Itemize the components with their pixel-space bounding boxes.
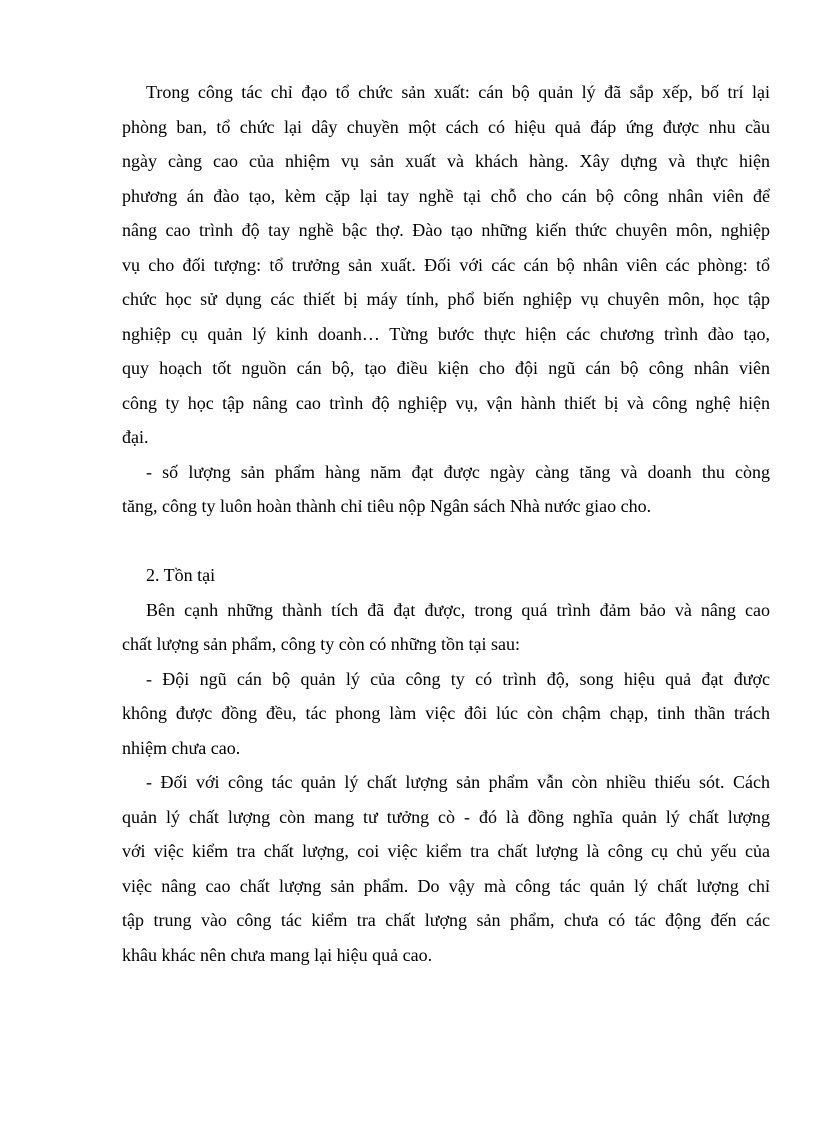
text-line: quản lý chất lượng còn mang tư tưởng cò - đó là đồng nghĩa quản lý chất lượng [122,806,770,827]
paragraph-gap [146,524,770,559]
text-line: ngày càng cao của nhiệm vụ sản xuất và khách hàng. Xây dựng và thực hiện [122,151,770,171]
paragraph-production-direction-body [122,110,770,455]
text-line: đại. [122,427,149,447]
text-line: Trong công tác chỉ đạo tổ chức sản xuất: cán bộ quản lý đã sắp xếp, bố trí lại [146,82,770,102]
paragraph-quality-management [122,765,770,972]
text-line: vụ cho đối tượng: tổ trưởng sản xuất. Đối với các cán bộ nhân viên các phòng: tổ [122,254,770,275]
text-line: không được đồng đều, tác phong làm việc đôi lúc còn chậm chạp, tinh thần trách [122,703,770,723]
text-line: tăng, công ty luôn hoàn thành chỉ tiêu nộp Ngân sách Nhà nước giao cho. [122,496,652,516]
text-line: Bên cạnh những thành tích đã đạt được, trong quá trình đảm bảo và nâng cao [146,599,770,620]
text-line: việc nâng cao chất lượng sản phẩm. Do vậy mà công tác quản lý chất lượng chỉ [122,875,770,896]
text-line: - Đội ngũ cán bộ quản lý của công ty có trình độ, song hiệu quả đạt được [146,668,770,689]
text-line: phòng ban, tổ chức lại dây chuyền một cách có hiệu quả đáp ứng được nhu cầu [122,116,770,137]
text-line: quy hoạch tốt nguồn cán bộ, tạo điều kiện cho đội ngũ cán bộ công nhân viên [122,358,770,378]
text-line: - Đối với công tác quản lý chất lượng sản phẩm vẫn còn nhiều thiếu sót. Cách [146,772,770,792]
text-line: chức học sử dụng các thiết bị máy tính, phổ biến nghiệp vụ chuyên môn, học tập [122,289,770,309]
text-line: phương án đào tạo, kèm cặp lại tay nghề tại chỗ cho cán bộ công nhân viên để [122,185,770,206]
text-line: nhiệm chưa cao. [122,737,241,758]
paragraph-management-staff [122,662,770,766]
text-line: nâng cao trình độ tay nghề bậc thợ. Đào tạo những kiến thức chuyên môn, nghiệp [122,220,770,240]
text-line: công ty học tập nâng cao trình độ nghiệp vụ, vận hành thiết bị và công nghệ hiện [122,392,770,413]
text-line: - số lượng sản phẩm hàng năm đạt được ngày càng tăng và doanh thu còng [146,461,770,482]
text-line: khâu khác nên chưa mang lại hiệu quả cao. [122,944,433,965]
paragraph-shortcomings-intro [122,593,770,662]
paragraph-output-growth [122,455,770,524]
text-line: tập trung vào công tác kiểm tra chất lượng sản phẩm, chưa có tác động đến các [122,910,770,930]
paragraph-production-direction [0,75,770,110]
section-heading [146,558,770,593]
text-line: với việc kiểm tra chất lượng, coi việc kiểm tra chất lượng là công cụ chủ yếu của [122,841,770,861]
section-heading-text: 2. Tồn tại [146,565,216,585]
text-line: chất lượng sản phẩm, công ty còn có những tồn tại sau: [122,634,520,654]
document-page [122,75,770,972]
text-line: nghiệp cụ quản lý kinh doanh… Từng bước thực hiện các chương trình đào tạo, [122,323,770,344]
